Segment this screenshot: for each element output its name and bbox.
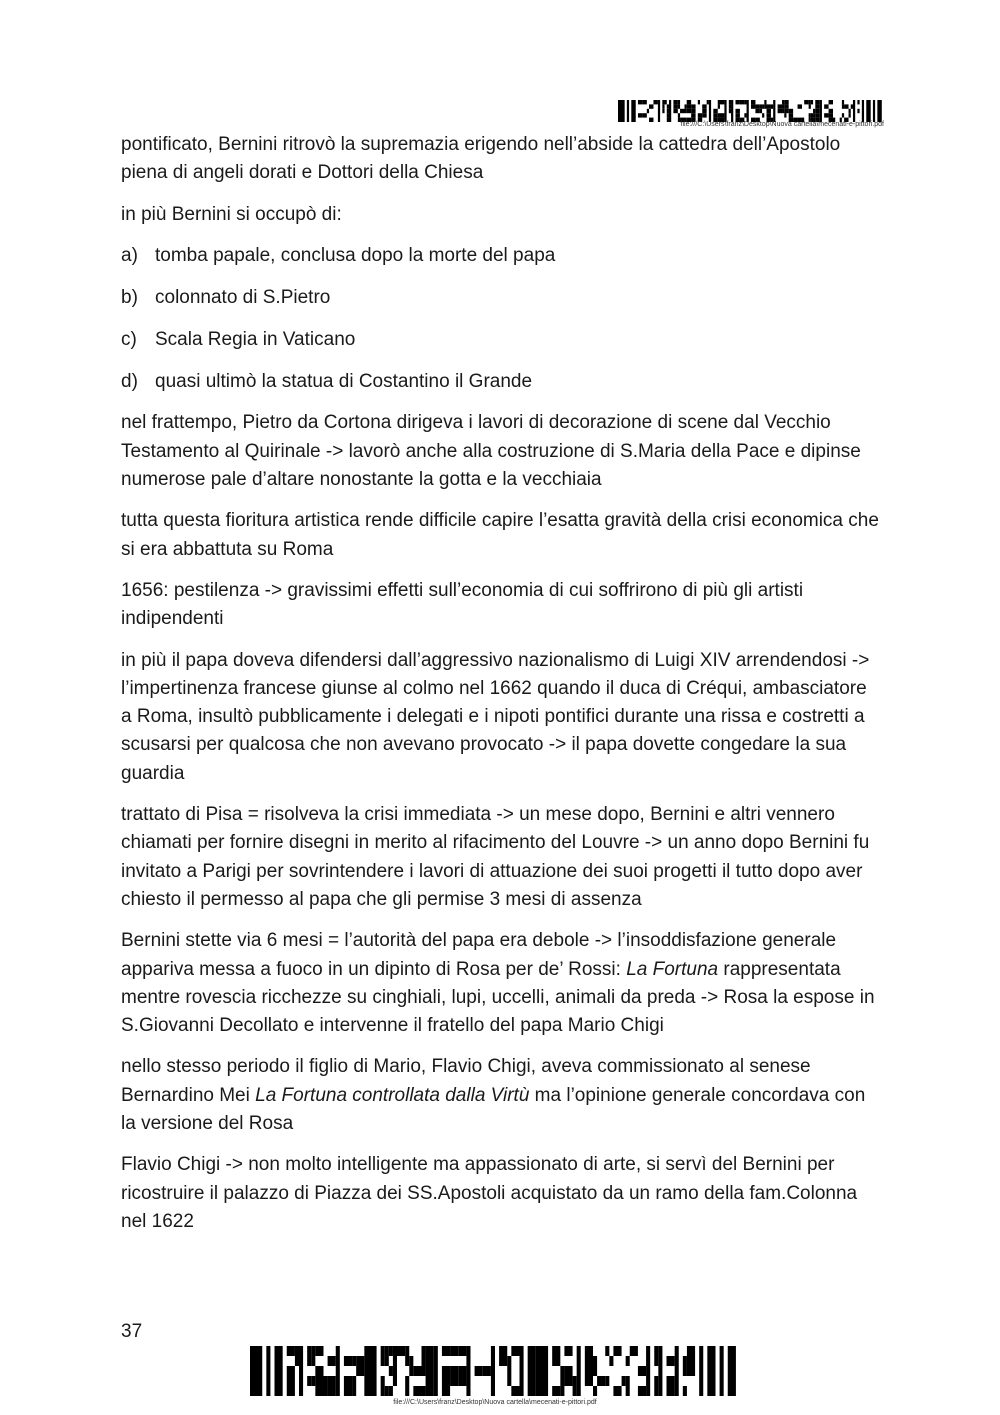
paragraph-text: ma l’opinione generale concordava con la versione del Rosa: [121, 1084, 866, 1134]
footer-file-path: file:///C:\Users\franz\Desktop\Nuova cartella\mecenati-e-pittori.pdf: [393, 1399, 597, 1406]
artwork-title: La Fortuna controllata dalla Virtù: [255, 1084, 530, 1106]
list-marker: b): [121, 286, 138, 308]
paragraph: in più il papa doveva difendersi dall’aggressivo nazionalismo di Luigi XIV arrendendosi -> l’impertinenza francese giunse al colmo nel 1662 quando il duca di Créqui, ambasciatore a Roma, insultò pubblicamente i delegati e i nipoti pontifici durante una rissa e costretti a scusarsi per qualcosa che non avevano provocato -> il papa dovette congedare la sua guardia: [121, 649, 870, 784]
list-marker: c): [121, 328, 137, 350]
document-body: [121, 131, 881, 1249]
header-barcode: [618, 100, 884, 122]
paragraph: trattato di Pisa = risolveva la crisi immediata -> un mese dopo, Bernini e altri vennero chiamati per fornire disegni in merito al rifacimento del Louvre -> un anno dopo Bernini fu invitato a Parigi per sovrintendere i lavori di attuazione dei suoi progetti il tutto dopo aver chiesto il permesso al papa che gli permise 3 mesi di assenza: [121, 804, 870, 910]
paragraph: nel frattempo, Pietro da Cortona dirigeva i lavori di decorazione di scene dal Vecchio Testamento al Quirinale -> lavorò anche alla costruzione di S.Maria della Pace e dipinse numerose pale d’altare nonostante la gotta e la vecchiaia: [121, 412, 861, 491]
list-text: colonnato di S.Pietro: [155, 286, 331, 308]
paragraph: 1656: pestilenza -> gravissimi effetti sull’economia di cui soffrirono di più gli artisti indipendenti: [121, 579, 804, 630]
paragraph-text: nello stesso periodo il figlio di Mario, Flavio Chigi, aveva commissionato al senese Bernardino Mei: [121, 1056, 811, 1106]
paragraph: [121, 927, 881, 1040]
list-marker: a): [121, 244, 138, 266]
paragraph: tutta questa fioritura artistica rende difficile capire l’esatta gravità della crisi economica che si era abbattuta su Roma: [121, 510, 879, 560]
list-text: tomba papale, conclusa dopo la morte del papa: [155, 244, 556, 266]
page-number: 37: [121, 1321, 143, 1342]
list-text: Scala Regia in Vaticano: [155, 328, 356, 350]
list-item: [121, 368, 881, 396]
paragraph: in più Bernini si occupò di:: [121, 203, 342, 225]
list-text: quasi ultimò la statua di Costantino il Grande: [155, 370, 533, 392]
paragraph-text: Bernini stette via 6 mesi = l’autorità del papa era debole -> l’insoddisfazione generale appariva messa a fuoco in un dipinto di Rosa per de’ Rossi:: [121, 930, 837, 980]
header-file-path: file:///C:\Users\franz\Desktop\Nuova cartella\mecenati-e-pittori.pdf: [680, 121, 884, 128]
list-item: [121, 242, 881, 270]
footer-barcode: [250, 1346, 740, 1396]
paragraph: Flavio Chigi -> non molto intelligente ma appassionato di arte, si servì del Bernini per ricostruire il palazzo di Piazza dei SS.Apostoli acquistato da un ramo della fam.Colonna nel 1622: [121, 1154, 858, 1232]
list-marker: d): [121, 370, 138, 392]
list-item: [121, 326, 881, 354]
artwork-title: La Fortuna: [626, 958, 719, 980]
paragraph-text: rappresentata mentre rovescia ricchezze su cinghiali, lupi, uccelli, animali da preda -> Rosa la espose in S.Giovanni Decollato e intervenne il fratello del papa Mario Chigi: [121, 958, 875, 1037]
paragraph: [121, 1053, 881, 1138]
list-item: [121, 284, 881, 312]
paragraph: pontificato, Bernini ritrovò la supremazia erigendo nell’abside la cattedra dell’Apostolo piena di angeli dorati e Dottori della Chiesa: [121, 134, 841, 184]
